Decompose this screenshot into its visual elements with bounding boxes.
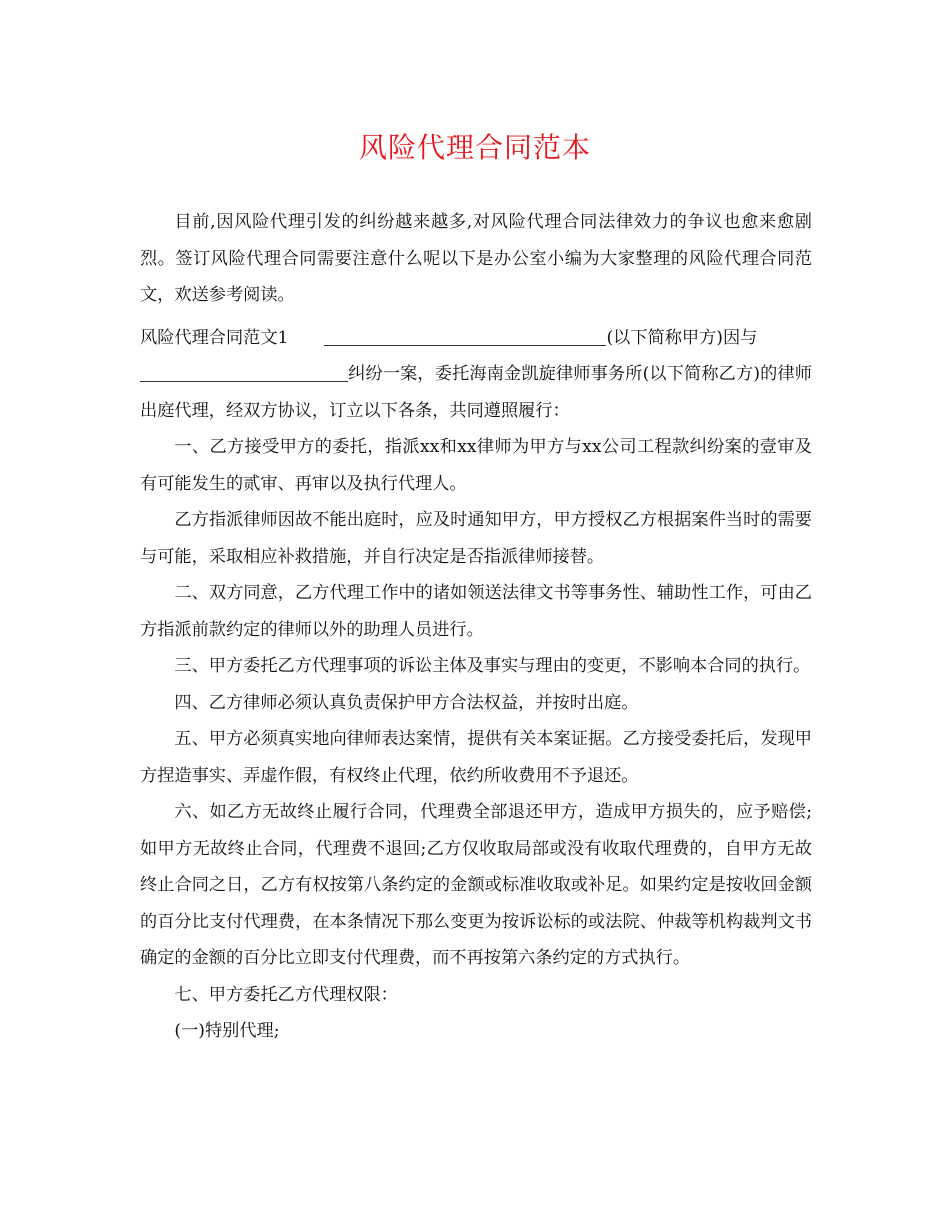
clause-paragraph: 六、如乙方无故终止履行合同，代理费全部退还甲方，造成甲方损失的，应予赔偿;如甲方无故终止合同，代理费不退回;乙方仅收取局部或没有收取代理费的，自甲方无故终止合同之日，乙方有权按第八条约定的金额或标准收取或补足。如果约定是按收回金额的百分比支付代理费，在本条情况下那么变更为按诉讼标的或法院、仲裁等机构裁判文书确定的金额的百分比立即支付代理费，而不再按第六条约定的方式执行。 [140, 802, 812, 968]
clause-paragraph: 二、双方同意，乙方代理工作中的诸如领送法律文书等事务性、辅助性工作，可由乙方指派前款约定的律师以外的助理人员进行。 [140, 583, 812, 640]
clause-paragraph: (一)特别代理; [174, 1021, 280, 1041]
intro-paragraph: 目前,因风险代理引发的纠纷越来越多,对风险代理合同法律效力的争议也愈来愈剧烈。签订风险代理合同需要注意什么呢以下是办公室小编为大家整理的风险代理合同范文，欢送参考阅读。 [140, 212, 812, 305]
clause-paragraph: 乙方指派律师因故不能出庭时，应及时通知甲方，甲方授权乙方根据案件当时的需要与可能，采取相应补救措施，并自行决定是否指派律师接替。 [140, 510, 812, 567]
clause-paragraph: 五、甲方必须真实地向律师表达案情，提供有关本案证据。乙方接受委托后，发现甲方捏造事实、弄虚作假，有权终止代理，依约所收费用不予退还。 [140, 729, 812, 786]
clause-paragraph: 一、乙方接受甲方的委托，指派xx和xx律师为甲方与xx公司工程款纠纷案的壹审及有可能发生的贰审、再审以及执行代理人。 [140, 437, 812, 494]
clause-paragraph: 三、甲方委托乙方代理事项的诉讼主体及事实与理由的变更，不影响本合同的执行。 [174, 656, 811, 676]
clause-paragraph: 七、甲方委托乙方代理权限： [174, 984, 398, 1005]
clause-paragraph: 四、乙方律师必须认真负责保护甲方合法权益，并按时出庭。 [174, 692, 639, 713]
parties-suffix-2: 纠纷一案，委托海南金凯旋律师事务所(以下简称乙方)的律师出庭代理，经双方协议，订立以下各条，共同遵照履行： [140, 364, 812, 421]
parties-suffix-1: (以下简称甲方)因与 [606, 327, 758, 348]
parties-paragraph [140, 320, 812, 430]
section-heading: 风险代理合同范文1 [140, 327, 289, 348]
party-a-blank-line [324, 325, 606, 346]
party-b-blank-line [140, 361, 348, 382]
document-body [140, 204, 812, 1050]
document-title: 风险代理合同范本 [358, 131, 591, 164]
